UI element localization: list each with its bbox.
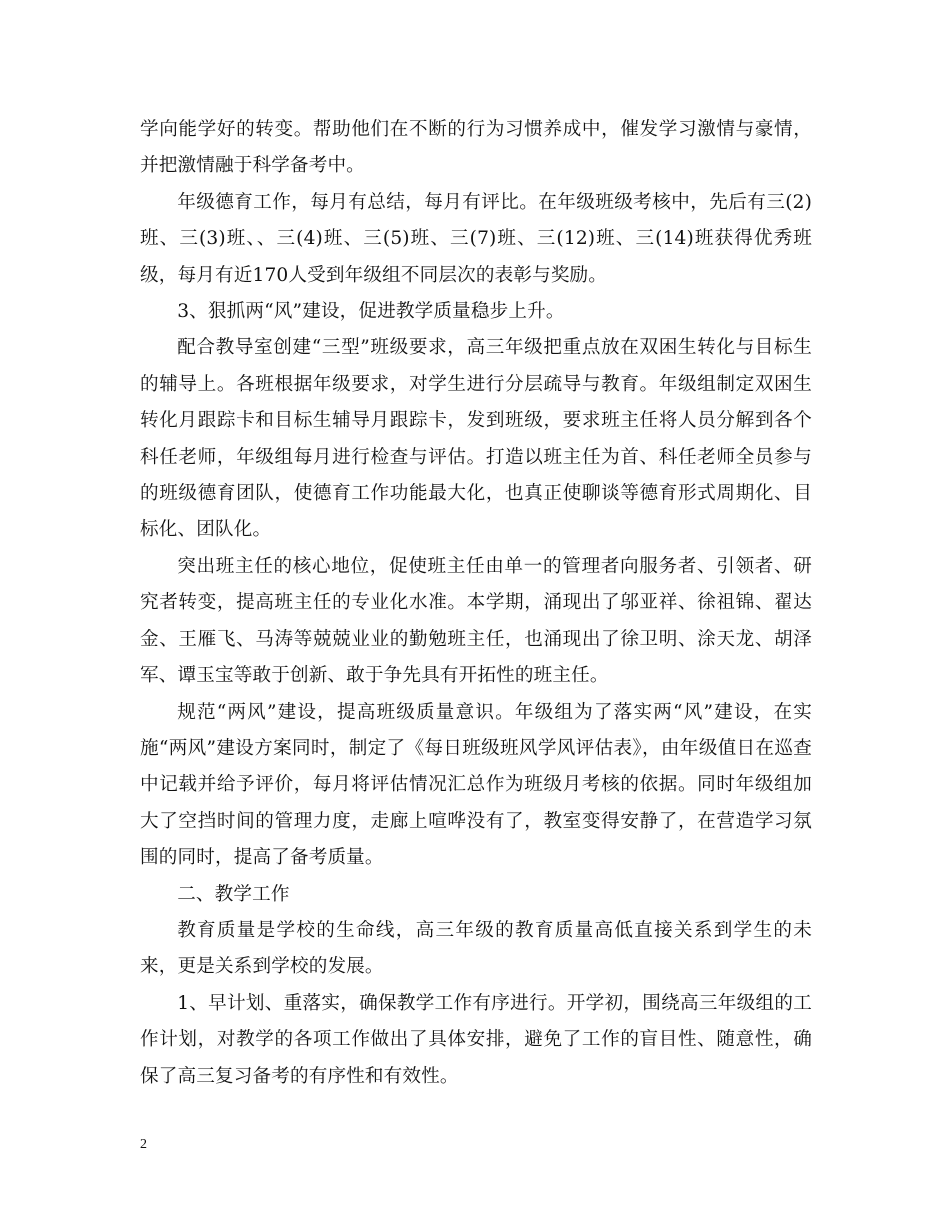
- page-number: 2: [140, 1137, 147, 1152]
- section-heading-teaching-work: 二、教学工作: [177, 883, 290, 905]
- section-heading-two-styles: 3、狠抓两“风”建设，促进教学质量稳步上升。: [177, 301, 565, 323]
- paragraph-moral-education-review: 年级德育工作，每月有总结，每月有评比。在年级班级考核中，先后有三(2)班、三(3)班、、三(4)班、三(5)班、三(7)班、三(12)班、三(14)班获得优秀班级，每月有近170人受到年级组不同层次的表彰与奖励。: [140, 191, 812, 286]
- paragraph-three-type-classes: 配合教导室创建“三型”班级要求，高三年级把重点放在双困生转化与目标生的辅导上。各班根据年级要求，对学生进行分层疏导与教育。年级组制定双困生转化月跟踪卡和目标生辅导月跟踪卡，发到班级，要求班主任将人员分解到各个科任老师，年级组每月进行检查与评估。打造以班主任为首、科任老师全员参与的班级德育团队，使德育工作功能最大化，也真正使聊谈等德育形式周期化、目标化、团队化。: [140, 337, 812, 541]
- document-body: [140, 112, 812, 1095]
- paragraph-early-planning: 1、早计划、重落实，确保教学工作有序进行。开学初，围绕高三年级组的工作计划，对教学的各项工作做出了具体安排，避免了工作的盲目性、随意性，确保了高三复习备考的有序性和有效性。: [140, 992, 812, 1087]
- paragraph-continuation: 学向能学好的转变。帮助他们在不断的行为习惯养成中，催发学习激情与豪情，并把激情融于科学备考中。: [140, 119, 812, 177]
- paragraph-two-styles-regulation: 规范“两风”建设，提高班级质量意识。年级组为了落实两“风”建设，在实施“两风”建设方案同时，制定了《每日班级班风学风评估表》，由年级值日在巡查中记载并给予评价，每月将评估情况汇总作为班级月考核的依据。同时年级组加大了空挡时间的管理力度，走廊上喧哗没有了，教室变得安静了，在营造学习氛围的同时，提高了备考质量。: [140, 701, 812, 869]
- paragraph-education-quality: 教育质量是学校的生命线，高三年级的教育质量高低直接关系到学生的未来，更是关系到学校的发展。: [140, 919, 812, 978]
- paragraph-head-teachers: 突出班主任的核心地位，促使班主任由单一的管理者向服务者、引领者、研究者转变，提高班主任的专业化水准。本学期，涌现出了邬亚祥、徐祖锦、翟达金、王雁飞、马涛等兢兢业业的勤勉班主任，也涌现出了徐卫明、涂天龙、胡泽军、谭玉宝等敢于创新、敢于争先具有开拓性的班主任。: [140, 555, 812, 687]
